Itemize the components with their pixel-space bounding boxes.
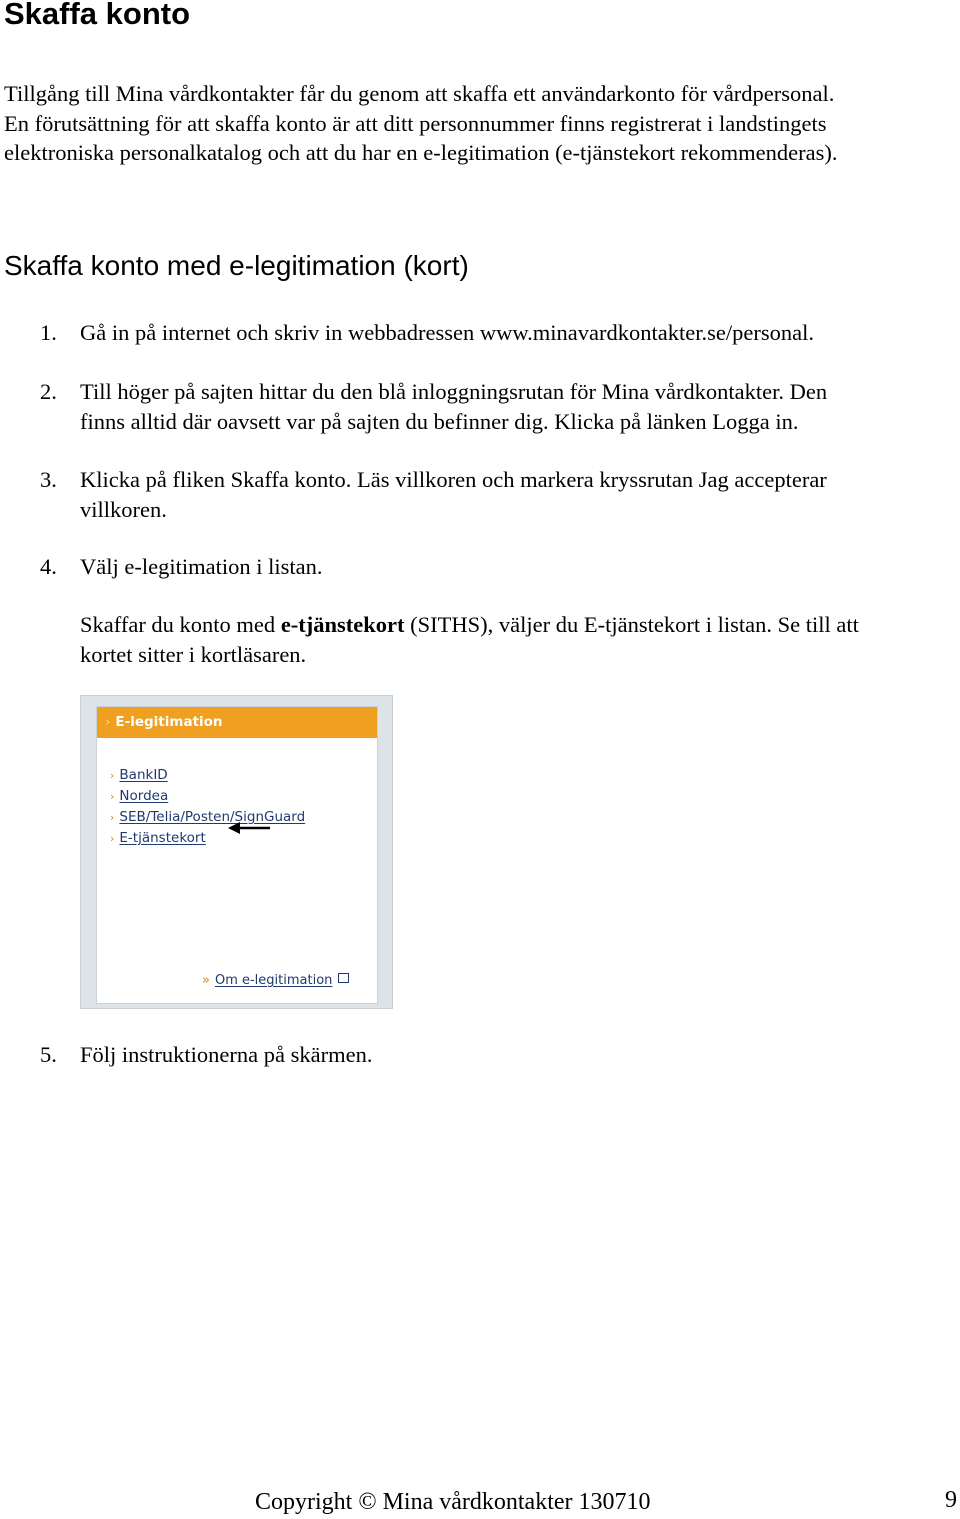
option-bankid[interactable] xyxy=(110,766,168,785)
panel-header-label: E-legitimation xyxy=(115,714,223,730)
step-number: 5. xyxy=(40,1042,57,1067)
note-line xyxy=(80,610,859,640)
option-e-tjanstekort[interactable] xyxy=(110,829,206,848)
arrow-left-icon xyxy=(228,820,272,836)
footer-copyright: Copyright © Mina vårdkontakter 130710 xyxy=(255,1489,651,1515)
page-title: Skaffa konto xyxy=(4,0,191,31)
chevron-right-icon: › xyxy=(110,811,115,824)
section-title: Skaffa konto med e-legitimation (kort) xyxy=(4,250,469,281)
double-chevron-icon: » xyxy=(202,973,210,988)
step-number: 3. xyxy=(40,467,57,492)
chevron-right-icon: › xyxy=(110,769,115,782)
step-text: finns alltid där oavsett var på sajten du befinner dig. Klicka på länken Logga in. xyxy=(80,408,799,434)
option-label: BankID xyxy=(119,767,168,783)
external-window-icon xyxy=(338,973,349,983)
note-text: Skaffar du konto med xyxy=(80,612,281,637)
note-paragraph xyxy=(80,610,859,669)
chevron-right-icon: › xyxy=(110,790,115,803)
step-text: Klicka på fliken Skaffa konto. Läs villkoren och markera kryssrutan Jag accepterar xyxy=(80,467,827,492)
page-number: 9 xyxy=(945,1487,957,1513)
step-number: 4. xyxy=(40,554,57,579)
about-link-label: Om e-legitimation xyxy=(214,973,333,988)
about-e-legitimation-link[interactable] xyxy=(202,972,349,990)
step-text: Gå in på internet och skriv in webbadressen www.minavardkontakter.se/personal. xyxy=(80,320,814,345)
e-legitimation-screenshot xyxy=(80,695,393,1009)
step-text: Till höger på sajten hittar du den blå inloggningsrutan för Mina vårdkontakter. Den xyxy=(80,379,828,404)
e-legitimation-panel xyxy=(96,706,378,1004)
option-label: E-tjänstekort xyxy=(119,830,206,846)
option-label: Nordea xyxy=(119,788,169,804)
chevron-right-icon: › xyxy=(105,714,111,730)
step-text: Välj e-legitimation i listan. xyxy=(80,554,323,579)
step-text: villkoren. xyxy=(80,496,167,522)
intro-line: Tillgång till Mina vårdkontakter får du genom att skaffa ett användarkonto för vårdpersonal. xyxy=(4,81,835,106)
step-number: 1. xyxy=(40,320,57,345)
intro-paragraph xyxy=(4,79,960,168)
chevron-right-icon: › xyxy=(110,832,115,845)
intro-line: elektroniska personalkatalog och att du har en e-legitimation (e-tjänstekort rekommenderas). xyxy=(4,140,838,165)
panel-header xyxy=(97,707,377,738)
intro-line: En förutsättning för att skaffa konto är att ditt personnummer finns registrerat i landstingets xyxy=(4,110,827,136)
option-seb-telia-posten-signguard[interactable] xyxy=(110,808,305,827)
option-nordea[interactable] xyxy=(110,787,168,806)
note-line: kortet sitter i kortläsaren. xyxy=(80,641,307,667)
step-text: Följ instruktionerna på skärmen. xyxy=(80,1042,373,1067)
step-number: 2. xyxy=(40,379,57,404)
note-bold: e-tjänstekort xyxy=(280,612,405,637)
note-text: (SITHS), väljer du E-tjänstekort i listan. Se till att xyxy=(404,612,859,637)
option-label: SEB/Telia/Posten/SignGuard xyxy=(119,809,306,825)
